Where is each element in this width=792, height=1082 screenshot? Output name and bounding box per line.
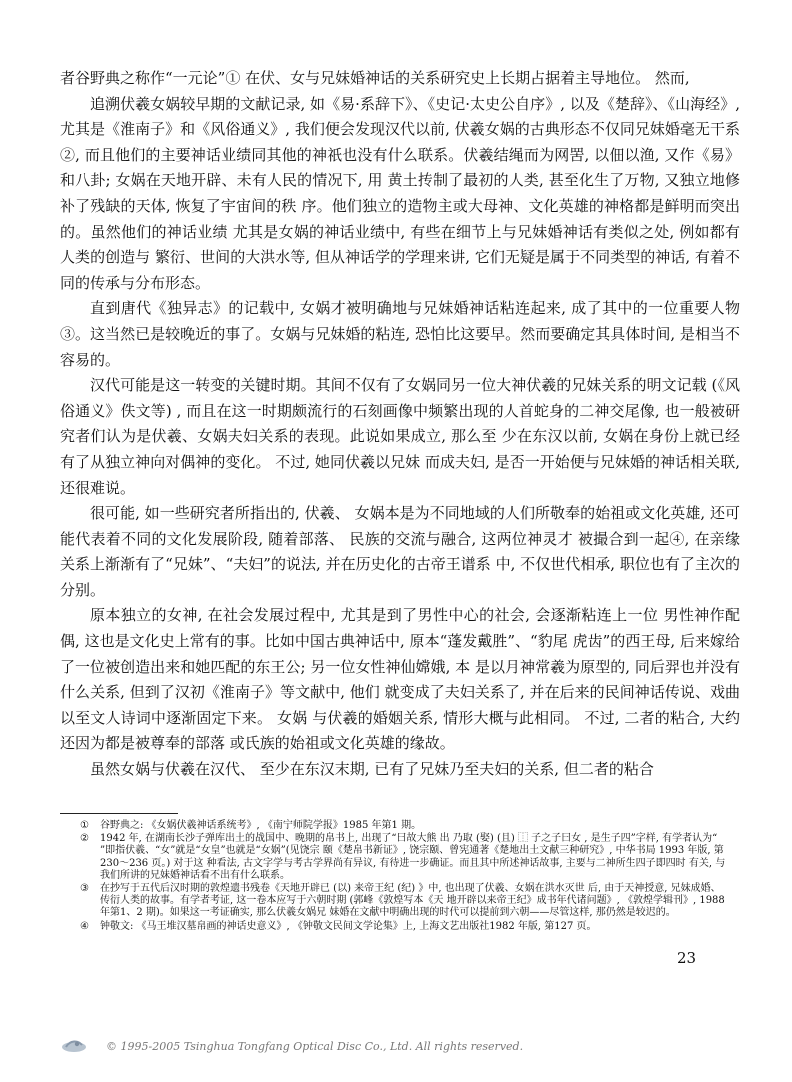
footnote-divider bbox=[60, 813, 178, 814]
footnote-mark: ④ bbox=[80, 920, 89, 932]
cnki-logo-icon bbox=[60, 1038, 88, 1054]
footnote bbox=[80, 921, 730, 933]
paragraph: 直到唐代《独异志》的记载中, 女娲才被明确地与兄妹婚神话粘连起来, 成了其中的一位重要人物③。这当然已是较晚近的事了。女娲与兄妹婚的粘连, 恐怕比这要早。然而要确定其具体时间, 是相当不容易的。 bbox=[60, 299, 740, 369]
footnotes bbox=[80, 820, 730, 934]
footnote bbox=[80, 833, 730, 882]
footnote-text: 钟敬文: 《马王堆汉墓帛画的神话史意义》, 《钟敬文民间文学论集》上, 上海文艺出版社1982 年版, 第127 页。 bbox=[100, 920, 597, 932]
footnote-mark: ③ bbox=[80, 883, 89, 895]
footnote bbox=[80, 820, 730, 832]
footnote-mark: ② bbox=[80, 833, 89, 845]
paragraph: 原本独立的女神, 在社会发展过程中, 尤其是到了男性中心的社会, 会逐渐粘连上一位 男性神作配偶, 这也是文化史上常有的事。比如中国古典神话中, 原本“蓬发戴胜”、“豹尾 虎齿”的西王母, 后来嫁给了一位被创造出来和她匹配的东王公; 另一位女性神仙嫦娥, 本 是以月神常羲为原型的, 同后羿也并没有什么关系, 但到了汉初《淮南子》等文献中, 他们 就变成了夫妇关系了, 并在后来的民间神话传说、戏曲以至文人诗词中逐渐固定下来。 女娲 与伏羲的婚姻关系, 情形大概与此相同。 不过, 二者的粘合, 大约还因为都是被尊奉的部落 或氏族的始祖或文化英雄的缘故。 bbox=[60, 606, 740, 753]
copyright-text: © 1995-2005 Tsinghua Tongfang Optical Disc Co., Ltd. All rights reserved. bbox=[106, 1040, 524, 1053]
paragraph: 追溯伏羲女娲较早期的文献记录, 如《易·系辞下》、《史记·太史公自序》, 以及《楚辞》、《山海经》, 尤其是《淮南子》和《风俗通义》, 我们便会发现汉代以前, 伏羲女娲的古典形态不仅同兄妹婚毫无干系②, 而且他们的主要神话业绩同其他的神祇也没有什么联系。伏羲结绳而为网罟, 以佃以渔, 又作《易》和八卦; 女娲在天地开辟、未有人民的情况下, 用 黄土抟制了最初的人类, 甚至化生了万物, 又独立地修补了残缺的天体, 恢复了宇宙间的秩 序。他们独立的造物主或大母神、文化英雄的神格都是鲜明而突出的。虽然他们的神话业绩 尤其是女娲的神话业绩中, 有些在细节上与兄妹婚神话有类似之处, 例如都有人类的创造与 繁衍、世间的大洪水等, 但从神话学的学理来讲, 它们无疑是属于不同类型的神话, 有着不 同的传承与分布形态。 bbox=[60, 94, 740, 292]
body-text bbox=[60, 66, 740, 783]
paragraph: 汉代可能是这一转变的关键时期。其间不仅有了女娲同另一位大神伏羲的兄妹关系的明文记载 (《风俗通义》佚文等) , 而且在这一时期颇流行的石刻画像中频繁出现的人首蛇身的二神交尾像, 也一般被研究者们认为是伏羲、女娲夫妇关系的表现。此说如果成立, 那么至 少在东汉以前, 女娲在身份上就已经有了从独立神向对偶神的变化。 不过, 她同伏羲以兄妹 而成夫妇, 是否一开始便与兄妹婚的神话相关联, 还很难说。 bbox=[60, 376, 740, 497]
paragraph: 虽然女娲与伏羲在汉代、 至少在东汉末期, 已有了兄妹乃至夫妇的关系, 但二者的粘合 bbox=[90, 760, 654, 779]
paragraph: 很可能, 如一些研究者所指出的, 伏羲、 女娲本是为不同地域的人们所敬奉的始祖或文化英雄, 还可能代表着不同的文化发展阶段, 随着部落、 民族的交流与融合, 这两位神灵才 被撮合到一起④, 在亲缘关系上渐渐有了“兄妹”、“夫妇”的说法, 并在历史化的古帝王谱系 中, 不仅世代相承, 职位也有了主次的分别。 bbox=[60, 504, 740, 599]
footnote-text: 1942 年, 在湖南长沙子弹库出土的战国中、晚期的帛书上, 出现了“曰故大熊 出 乃取 (娶) (且) ⿰ 子之子曰女 , 是生子四”字样, 有学者认为“ ”即指伏羲、“女”就是“女皇”也就是“女娲”(见饶宗 颐《楚帛书新证》, 饶宗颐、曾宪通著《楚地出土文献三种研究》, 中华书局 1993 年版, 第230～236 页。) 对于这 种看法, 古文字学与考古学界尚有异议, 有待进一步确证。而且其中所述神话故事, 主要与二神所生四子即四时 有关, 与我们所讲的兄妹婚神话看不出有什么联系。 bbox=[100, 833, 726, 881]
footnote-text: 谷野典之: 《女娲伏羲神话系统考》, 《南宁师院学报》1985 年第1 期。 bbox=[100, 820, 422, 831]
page-number: 23 bbox=[677, 949, 697, 967]
footnote bbox=[80, 883, 730, 920]
footnote-mark: ① bbox=[80, 820, 89, 831]
paragraph: 者谷野典之称作“一元论”① 在伏、女与兄妹婚神话的关系研究史上长期占据着主导地位。 然而, bbox=[60, 69, 690, 87]
footnote-text: 在抄写于五代后汉时期的敦煌遗书残卷《天地开辟已 (以) 来帝王纪 (纪) 》中, 也出现了伏羲、女娲在洪水灭世 后, 由于天神授意, 兄妹成婚、传衍人类的故事。有学者考证, 这一卷本应写于六朝时期 (郭峰《敦煌写本《天 地开辟以来帝王纪》成书年代诸问题》, 《敦煌学辑刊》, 1988 年第1、2 期)。如果这一考证确实, 那么伏羲女娲兄 妹婚在文献中明确出现的时代可以提前到六朝——尽管这样, 那仍然是较迟的。 bbox=[100, 883, 725, 919]
